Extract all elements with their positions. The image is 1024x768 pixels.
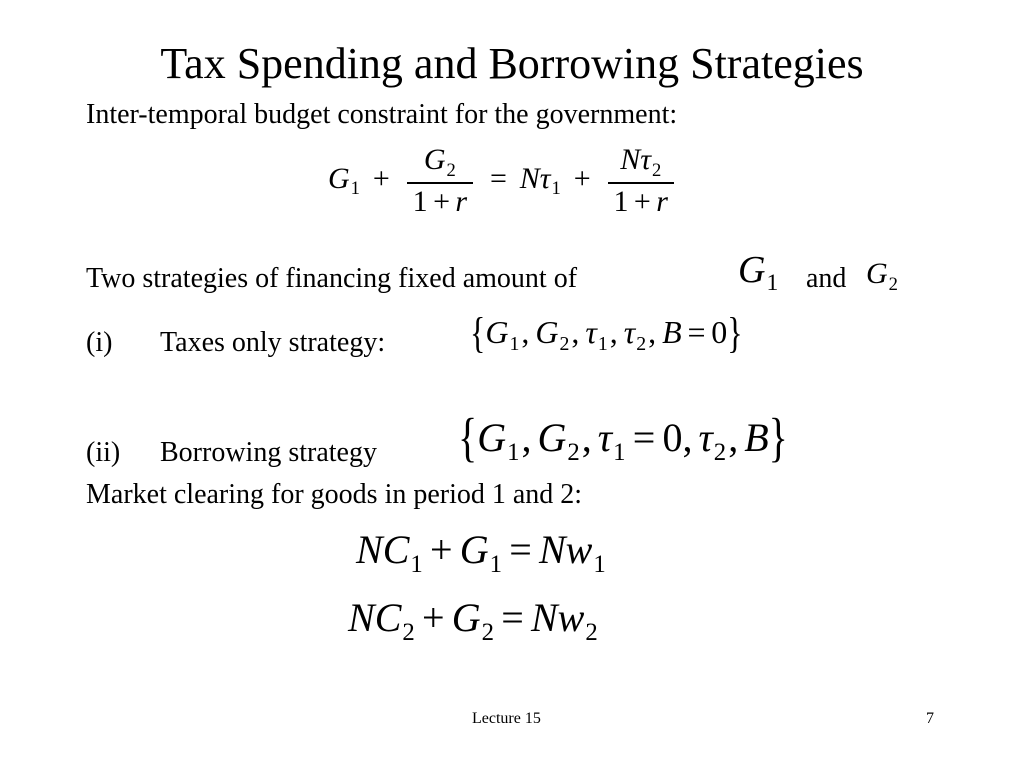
- g2-over-1-plus-r: $\frac{G_2}{1 + r}$: [407, 142, 473, 220]
- taxes-only-set: {$G_1$, $G_2$, $\tau_1$, $\tau_2$, B = 0}: [470, 307, 743, 357]
- taxes-only-label: Taxes only strategy:: [160, 327, 386, 358]
- market-clearing-eq-1: $NC_1 + G_1 = Nw_1$: [356, 527, 606, 578]
- market-clearing-intro: Market clearing for goods in period 1 and 2:: [86, 479, 583, 510]
- budget-constraint-intro: Inter-temporal budget constraint for the government:: [86, 99, 678, 130]
- strategies-intro: Two strategies of financing fixed amount of: [86, 263, 578, 294]
- borrowing-label: Borrowing strategy: [160, 437, 377, 468]
- plus-sign: +: [372, 161, 390, 195]
- plus-sign: +: [573, 161, 591, 195]
- n-tau1-term: $N\tau_1$: [519, 161, 561, 200]
- and-word: and: [806, 263, 847, 294]
- budget-constraint-equation: [328, 142, 678, 220]
- footer-lecture: Lecture 15: [472, 710, 541, 727]
- slide-title: Tax Spending and Borrowing Strategies: [160, 39, 864, 88]
- equals-sign: =: [489, 161, 507, 195]
- n-tau2-over-1-plus-r: $\frac{N\tau_2}{1 + r}$: [608, 142, 674, 220]
- market-clearing-eq-2: $NC_2 + G_2 = Nw_2$: [348, 595, 598, 646]
- item1-marker: (i): [86, 327, 113, 358]
- item2-marker: (ii): [86, 437, 121, 468]
- page-number: 7: [926, 710, 934, 727]
- g1-symbol: $G_1$: [738, 249, 779, 297]
- borrowing-set: {$G_1$, $G_2$, $\tau_1 = 0$, $\tau_2$, B}: [458, 406, 788, 468]
- g2-symbol: $G_2$: [866, 257, 898, 295]
- g1-term: $G_1$: [328, 161, 360, 200]
